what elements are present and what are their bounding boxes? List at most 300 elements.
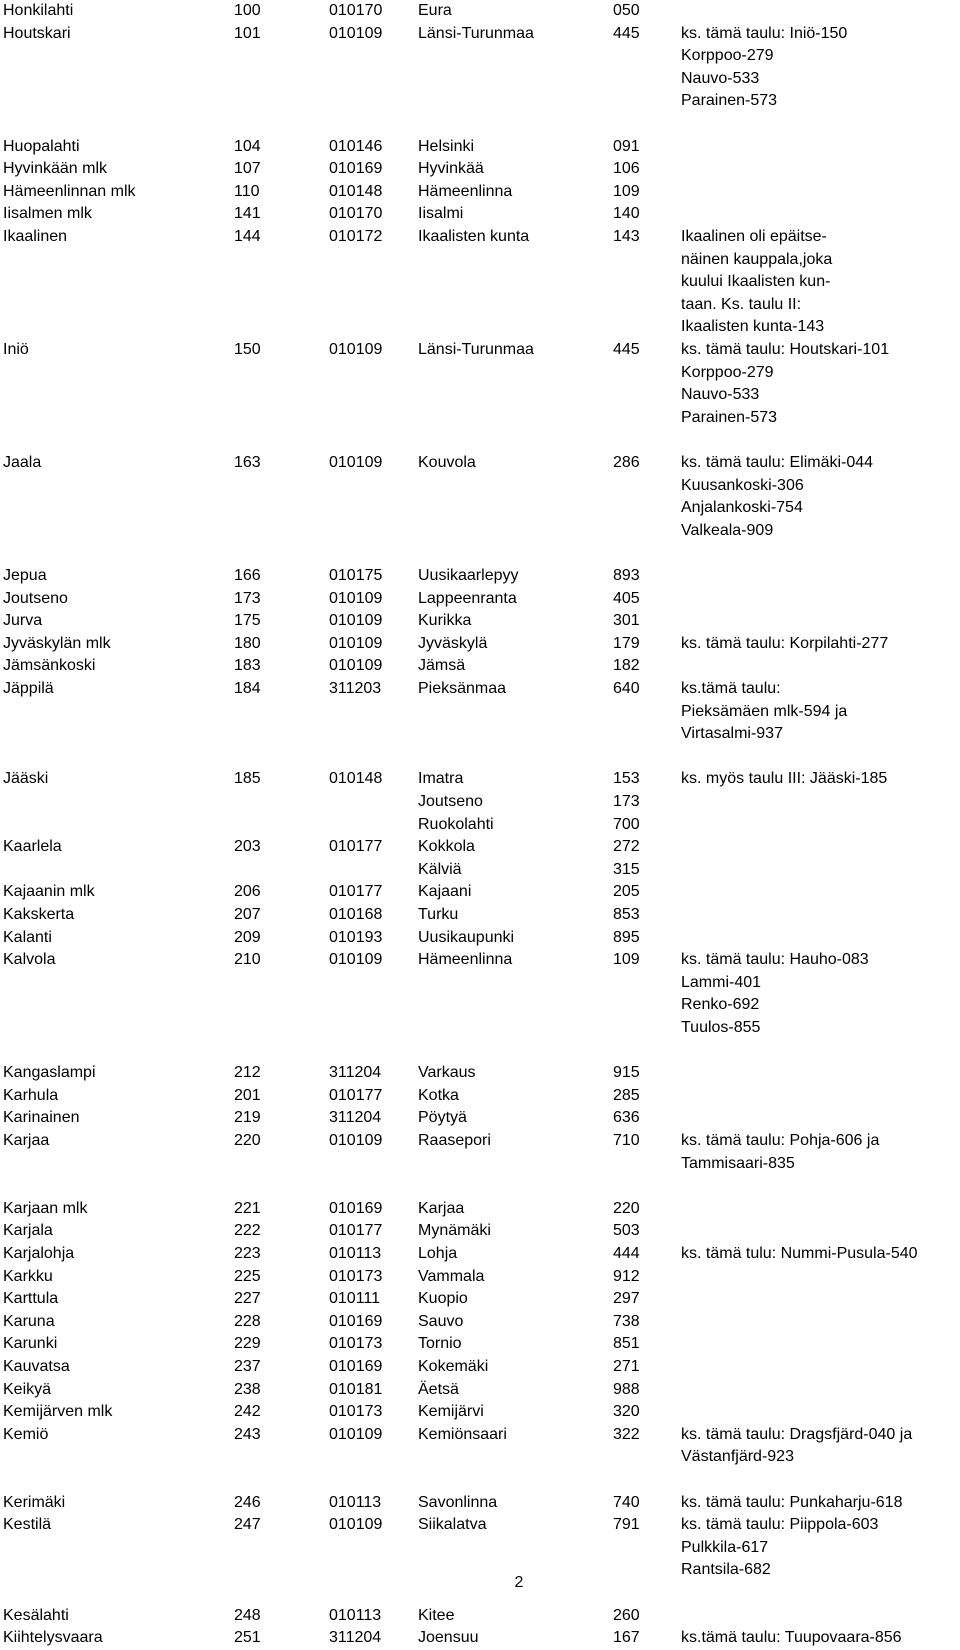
new-municipality-name-line: Uusikaarlepyy bbox=[418, 567, 519, 584]
new-municipality-code-line: 286 bbox=[613, 454, 640, 471]
new-municipality-name-line: Pieksänmaa bbox=[418, 680, 507, 697]
old-municipality-code: 100 bbox=[234, 2, 261, 19]
decision-code: 010175 bbox=[329, 567, 383, 584]
old-municipality-code: 101 bbox=[234, 24, 261, 42]
decision-code: 010177 bbox=[329, 1086, 383, 1104]
old-municipality-name: Kauvatsa bbox=[3, 1358, 70, 1375]
old-municipality-code: 203 bbox=[234, 838, 261, 856]
old-municipality-name: Jaala bbox=[3, 454, 42, 471]
new-municipality-name bbox=[418, 565, 518, 588]
new-municipality-code bbox=[613, 904, 640, 927]
remark-line: ks. tämä tulu: Nummi-Pusula-540 bbox=[681, 1245, 918, 1262]
new-municipality-code-line: 988 bbox=[613, 1380, 640, 1398]
old-municipality-code: 210 bbox=[234, 951, 261, 969]
new-municipality-name bbox=[418, 588, 517, 611]
old-municipality-name: Kesälahti bbox=[3, 1606, 69, 1624]
new-municipality-code-line: 915 bbox=[613, 1064, 640, 1082]
remark-line: ks. tämä taulu: Houtskari-101 bbox=[681, 341, 890, 358]
remark-line: Korppoo-279 bbox=[681, 47, 774, 65]
new-municipality-name-line: Länsi-Turunmaa bbox=[418, 24, 534, 42]
remark bbox=[681, 1424, 912, 1469]
remark bbox=[681, 768, 887, 791]
old-municipality-name: Jääski bbox=[3, 770, 49, 788]
new-municipality-name-line: Mynämäki bbox=[418, 1222, 491, 1240]
new-municipality-code-line: 301 bbox=[613, 612, 640, 630]
remark bbox=[681, 1243, 918, 1266]
old-municipality-code: 107 bbox=[234, 160, 261, 178]
decision-code: 010173 bbox=[329, 1335, 383, 1353]
old-municipality-name: Kaarlela bbox=[3, 838, 62, 856]
new-municipality-code bbox=[613, 1492, 640, 1515]
old-municipality-code: 220 bbox=[234, 1132, 261, 1149]
old-municipality-code: 227 bbox=[234, 1290, 261, 1308]
remark bbox=[681, 633, 888, 656]
new-municipality-name-line: Kälviä bbox=[418, 860, 462, 878]
new-municipality-code bbox=[613, 1130, 640, 1153]
old-municipality-name: Jäppilä bbox=[3, 680, 54, 697]
new-municipality-name bbox=[418, 655, 465, 678]
decision-code: 010170 bbox=[329, 205, 383, 223]
new-municipality-code-line: 272 bbox=[613, 838, 640, 856]
new-municipality-code bbox=[613, 1266, 640, 1289]
decision-code: 010173 bbox=[329, 1403, 383, 1421]
new-municipality-code-line: 260 bbox=[613, 1606, 640, 1624]
new-municipality-name-line: Kajaani bbox=[418, 883, 472, 901]
new-municipality-code bbox=[613, 23, 640, 46]
new-municipality-name-line: Iisalmi bbox=[418, 205, 464, 223]
old-municipality-code: 175 bbox=[234, 612, 261, 630]
old-municipality-name: Karjalohja bbox=[3, 1245, 75, 1262]
new-municipality-code bbox=[613, 1605, 640, 1628]
old-municipality-code: 247 bbox=[234, 1516, 261, 1534]
decision-code: 010177 bbox=[329, 1222, 383, 1240]
old-municipality-name: Karttula bbox=[3, 1290, 59, 1308]
new-municipality-name-line: Helsinki bbox=[418, 137, 475, 155]
new-municipality-code-line: 851 bbox=[613, 1335, 640, 1353]
decision-code: 010177 bbox=[329, 838, 383, 856]
new-municipality-name-line: Kokemäki bbox=[418, 1358, 489, 1375]
decision-code: 010113 bbox=[329, 1245, 382, 1262]
new-municipality-name bbox=[418, 158, 484, 181]
new-municipality-name-line: Turku bbox=[418, 906, 459, 923]
new-municipality-code bbox=[613, 881, 640, 904]
remark-line: Lammi-401 bbox=[681, 973, 762, 991]
decision-code: 010170 bbox=[329, 2, 383, 19]
new-municipality-name-line: Sauvo bbox=[418, 1312, 464, 1330]
old-municipality-code: 163 bbox=[234, 454, 261, 471]
remark-line: taan. Ks. taulu II: bbox=[681, 295, 802, 313]
old-municipality-code: 209 bbox=[234, 928, 261, 946]
old-municipality-name: Karjaa bbox=[3, 1132, 50, 1149]
new-municipality-name bbox=[418, 181, 512, 204]
decision-code: 010148 bbox=[329, 770, 383, 788]
new-municipality-code-line: 315 bbox=[613, 860, 640, 878]
new-municipality-name-line: Eura bbox=[418, 2, 452, 19]
old-municipality-code: 238 bbox=[234, 1380, 261, 1398]
new-municipality-name bbox=[418, 1266, 484, 1289]
new-municipality-code-line: 182 bbox=[613, 657, 640, 675]
old-municipality-name: Iniö bbox=[3, 341, 29, 358]
old-municipality-name: Huopalahti bbox=[3, 137, 80, 155]
new-municipality-code-line: 893 bbox=[613, 567, 640, 584]
old-municipality-name: Karjala bbox=[3, 1222, 53, 1240]
remark-line: ks. tämä taulu: Elimäki-044 bbox=[681, 454, 874, 471]
new-municipality-name bbox=[418, 1605, 454, 1628]
new-municipality-code bbox=[613, 226, 640, 249]
new-municipality-code bbox=[613, 1356, 640, 1379]
new-municipality-code-line: 109 bbox=[613, 182, 640, 200]
decision-code: 010109 bbox=[329, 951, 383, 969]
new-municipality-name-line: Varkaus bbox=[418, 1064, 476, 1082]
remark-line: ks. tämä taulu: Iniö-150 bbox=[681, 24, 848, 42]
new-municipality-name bbox=[418, 1424, 507, 1447]
old-municipality-code: 251 bbox=[234, 1629, 261, 1647]
old-municipality-code: 201 bbox=[234, 1086, 261, 1104]
remark-line: Västanfjärd-923 bbox=[681, 1448, 794, 1466]
old-municipality-name: Hyvinkään mlk bbox=[3, 160, 108, 178]
new-municipality-code bbox=[613, 1627, 640, 1650]
decision-code: 010172 bbox=[329, 228, 383, 245]
remark-line: Parainen-573 bbox=[681, 408, 778, 426]
new-municipality-name-line: Siikalatva bbox=[418, 1516, 487, 1534]
old-municipality-name: Kiihtelysvaara bbox=[3, 1629, 103, 1647]
old-municipality-code: 110 bbox=[234, 182, 260, 200]
old-municipality-name: Jyväskylän mlk bbox=[3, 634, 111, 652]
decision-code: 010169 bbox=[329, 160, 383, 178]
decision-code: 010111 bbox=[329, 1290, 381, 1308]
new-municipality-name-line: Kokkola bbox=[418, 838, 475, 856]
new-municipality-name bbox=[418, 452, 476, 475]
remark-line: Virtasalmi-937 bbox=[681, 725, 783, 743]
new-municipality-name-line: Äetsä bbox=[418, 1380, 459, 1398]
old-municipality-code: 242 bbox=[234, 1403, 261, 1421]
new-municipality-code-line: 444 bbox=[613, 1245, 640, 1262]
new-municipality-code bbox=[613, 927, 640, 950]
new-municipality-name bbox=[418, 949, 512, 972]
new-municipality-code-line: 912 bbox=[613, 1267, 640, 1285]
new-municipality-name bbox=[418, 1492, 497, 1515]
new-municipality-name bbox=[418, 1198, 464, 1221]
decision-code: 311204 bbox=[329, 1629, 382, 1647]
new-municipality-name-line: Kemiönsaari bbox=[418, 1425, 507, 1443]
remark-line: Parainen-573 bbox=[681, 92, 778, 110]
decision-code: 010173 bbox=[329, 1267, 383, 1285]
old-municipality-code: 150 bbox=[234, 341, 261, 358]
new-municipality-name-line: Kemijärvi bbox=[418, 1403, 484, 1421]
old-municipality-name: Karinainen bbox=[3, 1109, 80, 1127]
new-municipality-name bbox=[418, 1401, 484, 1424]
decision-code: 010109 bbox=[329, 1516, 383, 1534]
new-municipality-code bbox=[613, 588, 640, 611]
new-municipality-code bbox=[613, 1085, 640, 1108]
decision-code: 010168 bbox=[329, 906, 383, 923]
old-municipality-code: 222 bbox=[234, 1222, 261, 1240]
old-municipality-name: Karuna bbox=[3, 1312, 55, 1330]
new-municipality-code-line: 738 bbox=[613, 1312, 640, 1330]
old-municipality-code: 144 bbox=[234, 228, 261, 245]
new-municipality-name-line: Joensuu bbox=[418, 1629, 479, 1647]
new-municipality-name bbox=[418, 1288, 468, 1311]
remark-line: ks.tämä taulu: bbox=[681, 680, 781, 697]
old-municipality-name: Kerimäki bbox=[3, 1493, 66, 1511]
old-municipality-name: Kalanti bbox=[3, 928, 52, 946]
decision-code: 311203 bbox=[329, 680, 382, 697]
decision-code: 010193 bbox=[329, 928, 383, 946]
new-municipality-name bbox=[418, 610, 471, 633]
remark bbox=[681, 1130, 879, 1175]
new-municipality-code bbox=[613, 181, 640, 204]
remark bbox=[681, 678, 847, 746]
new-municipality-code bbox=[613, 452, 640, 475]
new-municipality-code-line: 205 bbox=[613, 883, 640, 901]
remark-line: Rantsila-682 bbox=[681, 1561, 771, 1579]
new-municipality-name bbox=[418, 23, 534, 46]
decision-code: 010109 bbox=[329, 341, 383, 358]
new-municipality-name bbox=[418, 1311, 463, 1334]
remark-line: ks.tämä taulu: Tuupovaara-856 bbox=[681, 1629, 902, 1647]
new-municipality-name-line: Hyvinkää bbox=[418, 160, 484, 178]
new-municipality-name-line: Karjaa bbox=[418, 1199, 465, 1217]
old-municipality-name: Kestilä bbox=[3, 1516, 52, 1534]
decision-code: 010148 bbox=[329, 182, 383, 200]
new-municipality-code bbox=[613, 136, 640, 159]
remark-line: Valkeala-909 bbox=[681, 521, 774, 539]
new-municipality-code-line: 285 bbox=[613, 1086, 640, 1104]
new-municipality-code-line: 791 bbox=[613, 1516, 640, 1534]
new-municipality-code bbox=[613, 1424, 640, 1447]
new-municipality-name-line: Kitee bbox=[418, 1606, 455, 1624]
old-municipality-code: 248 bbox=[234, 1606, 261, 1624]
new-municipality-name-line: Savonlinna bbox=[418, 1493, 498, 1511]
new-municipality-name-line: Kouvola bbox=[418, 454, 476, 471]
old-municipality-name: Karhula bbox=[3, 1086, 59, 1104]
old-municipality-code: 229 bbox=[234, 1335, 261, 1353]
new-municipality-code bbox=[613, 1514, 640, 1537]
old-municipality-name: Iisalmen mlk bbox=[3, 205, 92, 223]
remark bbox=[681, 1627, 902, 1650]
decision-code: 311204 bbox=[329, 1109, 382, 1127]
old-municipality-code: 207 bbox=[234, 906, 261, 923]
old-municipality-code: 221 bbox=[234, 1199, 261, 1217]
new-municipality-code bbox=[613, 1401, 640, 1424]
new-municipality-name-line: Jämsä bbox=[418, 657, 466, 675]
decision-code: 010169 bbox=[329, 1199, 383, 1217]
remark-line: ks. tämä taulu: Korpilahti-277 bbox=[681, 634, 889, 652]
new-municipality-code-line: 322 bbox=[613, 1425, 640, 1443]
page-number: 2 bbox=[514, 1574, 524, 1591]
new-municipality-name bbox=[418, 1356, 488, 1379]
decision-code: 010109 bbox=[329, 634, 383, 652]
new-municipality-name-line: Kotka bbox=[418, 1086, 459, 1104]
new-municipality-name bbox=[418, 136, 474, 159]
old-municipality-name: Karunki bbox=[3, 1335, 58, 1353]
new-municipality-name bbox=[418, 1627, 479, 1650]
new-municipality-name bbox=[418, 1333, 462, 1356]
new-municipality-code-line: 153 bbox=[613, 770, 640, 788]
decision-code: 010169 bbox=[329, 1312, 383, 1330]
decision-code: 010169 bbox=[329, 1358, 383, 1375]
new-municipality-name bbox=[418, 633, 487, 656]
new-municipality-name bbox=[418, 226, 529, 249]
remark-line: ks. tämä taulu: Pohja-606 ja bbox=[681, 1132, 880, 1149]
old-municipality-code: 237 bbox=[234, 1358, 261, 1375]
old-municipality-code: 104 bbox=[234, 137, 261, 155]
new-municipality-code-line: 167 bbox=[613, 1629, 640, 1647]
new-municipality-code-line: 405 bbox=[613, 589, 640, 607]
old-municipality-code: 141 bbox=[234, 205, 261, 223]
new-municipality-code bbox=[613, 768, 640, 836]
old-municipality-name: Kalvola bbox=[3, 951, 56, 969]
remark-line: ks. tämä taulu: Hauho-083 bbox=[681, 951, 869, 969]
new-municipality-code-line: 109 bbox=[613, 951, 640, 969]
new-municipality-code-line: 140 bbox=[613, 205, 640, 223]
remark-line: Kuusankoski-306 bbox=[681, 476, 804, 494]
new-municipality-code bbox=[613, 158, 640, 181]
new-municipality-code-line: 445 bbox=[613, 341, 640, 358]
new-municipality-name-line: Lappeenranta bbox=[418, 589, 517, 607]
old-municipality-code: 180 bbox=[234, 634, 261, 652]
new-municipality-code bbox=[613, 949, 640, 972]
new-municipality-name-line: Ikaalisten kunta bbox=[418, 228, 530, 245]
old-municipality-code: 246 bbox=[234, 1493, 261, 1511]
old-municipality-name: Houtskari bbox=[3, 24, 71, 42]
remark-line: Korppoo-279 bbox=[681, 363, 774, 381]
old-municipality-name: Kajaanin mlk bbox=[3, 883, 95, 901]
decision-code: 010109 bbox=[329, 657, 383, 675]
decision-code: 010181 bbox=[329, 1380, 383, 1398]
new-municipality-name-line: Kurikka bbox=[418, 612, 472, 630]
new-municipality-code-line: 050 bbox=[613, 2, 640, 19]
new-municipality-name-line: Lohja bbox=[418, 1245, 458, 1262]
new-municipality-code-line: 320 bbox=[613, 1403, 640, 1421]
new-municipality-code-line: 895 bbox=[613, 928, 640, 946]
new-municipality-name-line: Ruokolahti bbox=[418, 815, 494, 833]
new-municipality-code-line: 853 bbox=[613, 906, 640, 923]
remark-line: Tammisaari-835 bbox=[681, 1154, 795, 1172]
old-municipality-name: Kemiö bbox=[3, 1425, 49, 1443]
new-municipality-code-line: 297 bbox=[613, 1290, 640, 1308]
remark-line: Tuulos-855 bbox=[681, 1018, 761, 1036]
old-municipality-name: Jepua bbox=[3, 567, 47, 584]
new-municipality-code bbox=[613, 610, 640, 633]
new-municipality-code bbox=[613, 1333, 640, 1356]
decision-code: 010109 bbox=[329, 24, 383, 42]
new-municipality-code-line: 143 bbox=[613, 228, 640, 245]
remark bbox=[681, 226, 832, 339]
new-municipality-name bbox=[418, 203, 463, 226]
new-municipality-code-line: 220 bbox=[613, 1199, 640, 1217]
old-municipality-code: 219 bbox=[234, 1109, 261, 1127]
old-municipality-name: Joutseno bbox=[3, 589, 68, 607]
old-municipality-code: 223 bbox=[234, 1245, 261, 1262]
old-municipality-name: Kemijärven mlk bbox=[3, 1403, 113, 1421]
new-municipality-code-line: 106 bbox=[613, 160, 640, 178]
old-municipality-code: 212 bbox=[234, 1064, 261, 1082]
new-municipality-name bbox=[418, 1514, 486, 1537]
remark-line: Pulkkila-617 bbox=[681, 1538, 769, 1556]
remark-line: Ikaalisten kunta-143 bbox=[681, 318, 825, 336]
old-municipality-code: 225 bbox=[234, 1267, 261, 1285]
old-municipality-name: Karkku bbox=[3, 1267, 53, 1285]
remark bbox=[681, 1492, 902, 1515]
old-municipality-code: 184 bbox=[234, 680, 261, 697]
new-municipality-name bbox=[418, 1062, 476, 1085]
remark-line: Renko-692 bbox=[681, 996, 760, 1014]
new-municipality-code bbox=[613, 678, 640, 701]
new-municipality-code bbox=[613, 565, 640, 588]
decision-code: 010146 bbox=[329, 137, 383, 155]
new-municipality-name bbox=[418, 836, 475, 881]
new-municipality-code bbox=[613, 203, 640, 226]
remark-line: Ikaalinen oli epäitse- bbox=[681, 228, 827, 245]
old-municipality-name: Kangaslampi bbox=[3, 1064, 96, 1082]
new-municipality-name bbox=[418, 768, 494, 836]
old-municipality-name: Keikyä bbox=[3, 1380, 52, 1398]
new-municipality-code-line: 700 bbox=[613, 815, 640, 833]
old-municipality-code: 243 bbox=[234, 1425, 261, 1443]
decision-code: 010177 bbox=[329, 883, 383, 901]
remark-line: kuului Ikaalisten kun- bbox=[681, 273, 831, 291]
remark bbox=[681, 23, 847, 113]
remark-line: ks. tämä taulu: Punkaharju-618 bbox=[681, 1493, 903, 1511]
new-municipality-name bbox=[418, 1379, 459, 1402]
old-municipality-code: 183 bbox=[234, 657, 261, 675]
new-municipality-code bbox=[613, 0, 640, 23]
old-municipality-code: 206 bbox=[234, 883, 261, 901]
decision-code: 010109 bbox=[329, 454, 383, 471]
new-municipality-code bbox=[613, 1062, 640, 1085]
new-municipality-name bbox=[418, 904, 458, 927]
new-municipality-code-line: 445 bbox=[613, 24, 640, 42]
new-municipality-name bbox=[418, 1130, 491, 1153]
old-municipality-code: 166 bbox=[234, 567, 261, 584]
new-municipality-code-line: 271 bbox=[613, 1358, 640, 1375]
new-municipality-code bbox=[613, 1220, 640, 1243]
new-municipality-name bbox=[418, 927, 514, 950]
remark-line: Anjalankoski-754 bbox=[681, 499, 803, 517]
new-municipality-code bbox=[613, 1243, 640, 1266]
old-municipality-name: Honkilahti bbox=[3, 2, 74, 19]
new-municipality-code-line: 091 bbox=[613, 137, 640, 155]
decision-code: 311204 bbox=[329, 1064, 382, 1082]
new-municipality-name-line: Kuopio bbox=[418, 1290, 468, 1308]
decision-code: 010109 bbox=[329, 1132, 383, 1149]
new-municipality-name bbox=[418, 678, 506, 701]
new-municipality-name bbox=[418, 1220, 491, 1243]
new-municipality-name-line: Joutseno bbox=[418, 792, 483, 810]
new-municipality-name bbox=[418, 881, 471, 904]
new-municipality-name bbox=[418, 1085, 459, 1108]
new-municipality-code-line: 636 bbox=[613, 1109, 640, 1127]
new-municipality-name-line: Vammala bbox=[418, 1267, 485, 1285]
new-municipality-code bbox=[613, 1198, 640, 1221]
new-municipality-name bbox=[418, 339, 534, 362]
new-municipality-code-line: 179 bbox=[613, 634, 640, 652]
new-municipality-code bbox=[613, 1311, 640, 1334]
new-municipality-name-line: Länsi-Turunmaa bbox=[418, 341, 534, 358]
old-municipality-name: Kakskerta bbox=[3, 906, 75, 923]
new-municipality-code bbox=[613, 836, 640, 881]
new-municipality-code-line: 173 bbox=[613, 792, 640, 810]
old-municipality-name: Hämeenlinnan mlk bbox=[3, 182, 136, 200]
new-municipality-name-line: Uusikaupunki bbox=[418, 928, 515, 946]
new-municipality-code-line: 710 bbox=[613, 1132, 640, 1149]
new-municipality-name bbox=[418, 0, 452, 23]
remark bbox=[681, 949, 869, 1039]
new-municipality-name-line: Hämeenlinna bbox=[418, 951, 513, 969]
remark-line: näinen kauppala,joka bbox=[681, 250, 833, 268]
new-municipality-name-line: Pöytyä bbox=[418, 1109, 467, 1127]
